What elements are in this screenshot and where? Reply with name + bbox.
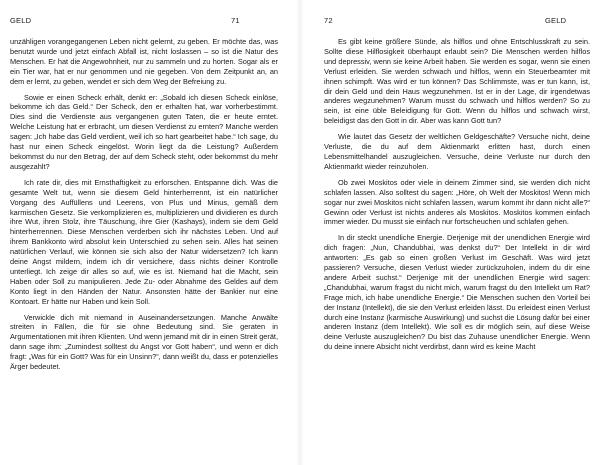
paragraph: Verwickle dich mit niemand in Auseinandersetzungen. Manche Anwälte streiten in Fällen, die für sie ohne Bedeutung sind. Sie geraten in Argumentationen mit ihren Klienten. Und wenn jemand mit dir in einen Streit gerät, dann sage ihm: „Zumindest solltest du Angst vor Gott haben“, und wenn er dich fragt: „Was für ein Gott? Was für ein Unsinn?“, dann weißt du, dass er potenzielles Ärger bedeutet. [10, 312, 278, 372]
left-page-number: 71 [231, 16, 240, 25]
right-page-body [324, 37, 590, 358]
paragraph: Sowie er einen Scheck erhält, denkt er: „Sobald ich diesen Scheck einlöse, bekomme ich das Geld.“ Der Scheck, den er erhalten hat, war vorherbestimmt. Dies sind die Verdienste aus vergangenen guten Taten, die er heute erntet. Welche Leistung hat er erbracht, um diesen Verdienst zu ernten? Manche werden sagen: „Ich habe das Geld verdient, weil ich so hart gearbeitet habe.“ Ich sage, du hast nur einen Scheck eingelöst. Worin liegt da die Leistung? Außerdem bekommst du nur den Betrag, der auf dem Scheck steht, oder bekommst du mehr ausgezahlt? [10, 92, 278, 171]
paragraph: Es gibt keine größere Sünde, als hilflos und ohne Entschlusskraft zu sein. Sollte diese Hilflosigkeit überhaupt erlaubt sein? Die Menschen werden hilflos und depressiv, wenn sie keine Arbeit haben. Sie werden es sogar, wenn sie einen Verlust erleiden. Sie werden schwach und hilflos, wenn ein Steuerbeamter mit ihnen schimpft. Was wird er tun können? Das Schlimmste, was er tun kann, ist, dir dein Geld und dein Haus wegzunehmen. Ist er in der Lage, dir irgendetwas anderes wegzunehmen? Warum musst du schwach und hilflos werden? So zu sein, ist eine üble Beleidigung für Gott. Wenn du hilflos und schwach wirst, beleidigst das den Gott in dir. Aber was kann Gott tun? [324, 37, 590, 126]
book-gutter [296, 0, 304, 465]
left-page-body [10, 37, 278, 378]
paragraph: Wie lautet das Gesetz der weltlichen Geldgeschäfte? Versuche nicht, deine Verluste, die du auf dem Aktienmarkt erlitten hast, durch einen Lebensmittelhandel auszugleichen. Versuche, deine Verluste nur durch den Aktienmarkt wieder reinzuholen. [324, 132, 590, 171]
paragraph: unzähligen vorangegangenen Leben nicht gelernt, zu geben. Er möchte das, was benutzt wurde und jetzt einfach Abfall ist, nicht loslassen – so ist die Natur des Menschen. Er hat die Angewohnheit, nur zu sammeln und zu horten. Sogar als er ein Tier war, hat er nur genommen und nie gegeben. Von dem Zeitpunkt an, an dem er lernt, zu geben, wendet er sich dem Weg der Befreiung zu. [10, 37, 278, 86]
left-page-header [10, 15, 278, 27]
paragraph: Ob zwei Moskitos oder viele in deinem Zimmer sind, sie werden dich nicht schlafen lassen. Also solltest du sagen: „Höre, oh Welt der Moskitos! Wenn mich sogar nur zwei Moskitos nicht schlafen lassen, warum kommt ihr dann nicht alle?“ Gewinn oder Verlust ist nichts anderes als Moskitos. Moskitos kommen einfach immer wieder. Du musst sie einfach nur fortscheuchen und schlafen gehen. [324, 177, 590, 227]
right-page-header [324, 15, 592, 27]
left-page [0, 0, 288, 465]
paragraph: Ich rate dir, dies mit Ernsthaftigkeit zu erforschen. Entspanne dich. Was die gesamte Welt tut, wenn sie diesem Geld hinterherrennt, ist ein natürlicher Vorgang des Auffüllens und Leerens, von Plus und Minus, gemäß dem karmischen Gesetz. Sie verkomplizieren es, multiplizieren und dividieren es durch ihre Wut, ihren Stolz, ihre Täuschung, ihre Gier (Kashays), indem sie dem Geld hinterherrennen. Diese Menschen verderben sich ihr nächstes Leben. Und auf ihrem Bankkonto wird absolut kein Unterschied zu sehen sein. Alles hat seinen natürlichen Verlauf, wie können sie sich also der Natur widersetzen? Ich kann deine Angst mildern, indem ich dir versichere, dass nichts deiner Kontrolle unterliegt. Ich zeige dir alles so auf, wie es ist. Niemand hat die Macht, sein Haben oder Soll zu manipulieren. Jede Zu- oder Abnahme des Geldes auf dem Konto liegt in den Händen der Natur. Ansonsten hätte der Bankier nur eine Kontoart. Er hätte nur Haben und kein Soll. [10, 177, 278, 306]
right-running-title: GELD [545, 16, 567, 25]
right-page-number: 72 [324, 16, 333, 25]
right-page [312, 0, 600, 465]
paragraph: In dir steckt unendliche Energie. Derjenige mit der unendlichen Energie wird dich fragen: „Nun, Chandubhai, was denkst du?“ Der Intellekt in dir wird antworten: „Es gab so einen großen Verlust im Geschäft. Was wird jetzt passieren? Versuche, diesen Verlust wieder zurückzuholen, indem du dir eine andere Arbeit suchst.“ Derjenige mit der unendlichen Energie wird sagen: „Chandubhai, warum fragst du nicht mich, warum fragst du den Intellekt um Rat? Frage mich, ich habe unendliche Energie.“ Die Menschen suchen den Vorteil bei der Instanz (Intellekt), die sie den Verlust erleiden lässt. Du erleidest einen Verlust durch eine Instanz (karmische Auswirkung) und suchst die Lösung dafür bei einer anderen Instanz (dem Intellekt). Wie soll es dir möglich sein, auf diese Weise deine Verluste auszugleichen? Du bist das Zuhause unendlicher Energie. Wenn du deine innere Absicht nicht verdirbst, dann wird es keine Macht [324, 233, 590, 352]
left-running-title: GELD [10, 16, 32, 25]
